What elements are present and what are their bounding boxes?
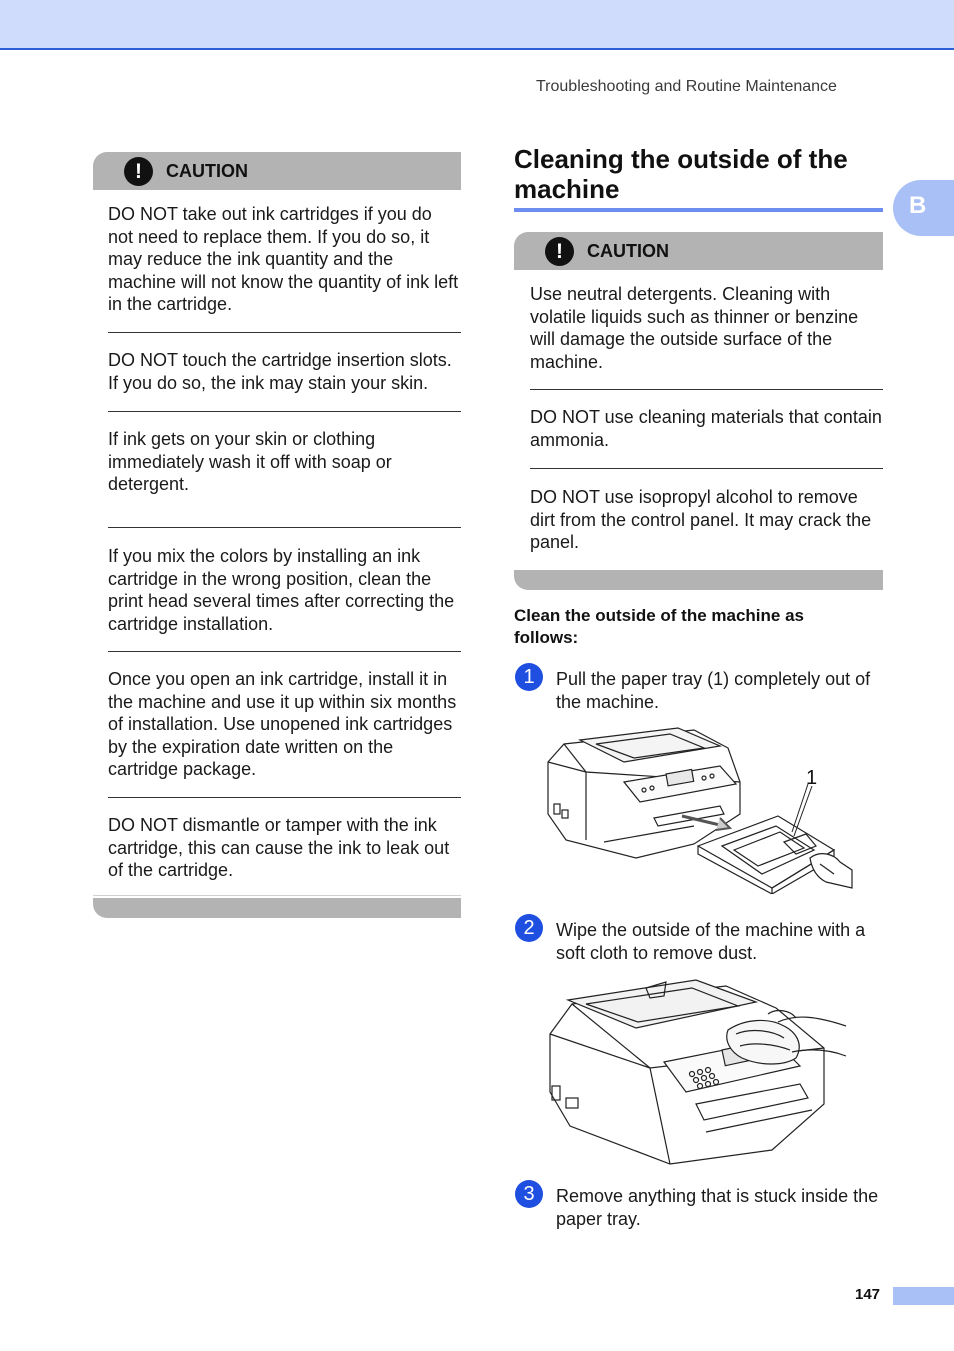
right-caution-header [514,232,883,270]
left-caution-item: DO NOT touch the cartridge insertion slots. If you do so, the ink may stain your skin. [108,350,452,393]
running-header: Troubleshooting and Routine Maintenance [536,78,837,95]
right-caution-item: Use neutral detergents. Cleaning with volatile liquids such as thinner or benzine will damage the outside surface of the machine. [530,284,859,372]
separator-line [108,651,461,652]
left-caution-footer [93,898,461,918]
chapter-tab-letter: B [909,192,927,219]
left-caution-item: Once you open an ink cartridge, install it in the machine and use it up within six months of installation. Use unopened ink cartridges by the expiration date written on the cartridge package. [108,669,457,779]
section-title: Cleaning the outside of the machine [514,144,848,204]
separator-line [108,797,461,798]
warning-exclamation-icon: ! [124,157,153,186]
right-caution-item: DO NOT use isopropyl alcohol to remove dirt from the control panel. It may crack the panel. [530,487,872,552]
right-caution-footer [514,570,883,590]
chapter-tab [893,180,954,236]
printer-tray-removal-illustration [544,722,856,894]
figure-callout-number: 1 [806,767,818,789]
left-caution-header [93,152,461,190]
procedure-heading: Clean the outside of the machine as follows: [514,606,805,647]
separator-line [108,332,461,333]
step-2-text: Wipe the outside of the machine with a soft cloth to remove dust. [556,920,866,963]
left-caution-item: DO NOT take out ink cartridges if you do not need to replace them. If you do so, it may reduce the ink quantity and the machine will not know the quantity of ink left in the cartridge. [108,204,459,314]
step-3-number-icon: 3 [515,1180,543,1208]
separator-line [530,389,883,390]
caution-bottom-rule [93,895,461,896]
left-caution-label: CAUTION [166,161,248,181]
left-caution-item: If you mix the colors by installing an ink cartridge in the wrong position, clean the print head several times after correcting the cartridge installation. [108,546,455,634]
right-caution-label: CAUTION [587,241,669,261]
left-caution-item: If ink gets on your skin or clothing immediately wash it off with soap or detergent. [108,429,392,494]
separator-line [530,468,883,469]
right-caution-item: DO NOT use cleaning materials that contain ammonia. [530,407,882,450]
page-number-bar [893,1287,954,1305]
separator-line [108,527,461,528]
printer-wiping-illustration [546,974,850,1168]
step-2-number-icon: 2 [515,914,543,942]
separator-line [108,411,461,412]
step-1-text: Pull the paper tray (1) completely out of the machine. [556,669,871,712]
left-caution-item: DO NOT dismantle or tamper with the ink cartridge, this can cause the ink to leak out of the cartridge. [108,815,450,880]
step-3-text: Remove anything that is stuck inside the paper tray. [556,1186,879,1229]
step-1-number-icon: 1 [515,663,543,691]
title-underline [514,208,883,212]
page-number: 147 [855,1286,881,1303]
header-band [0,0,954,50]
warning-exclamation-icon: ! [545,237,574,266]
